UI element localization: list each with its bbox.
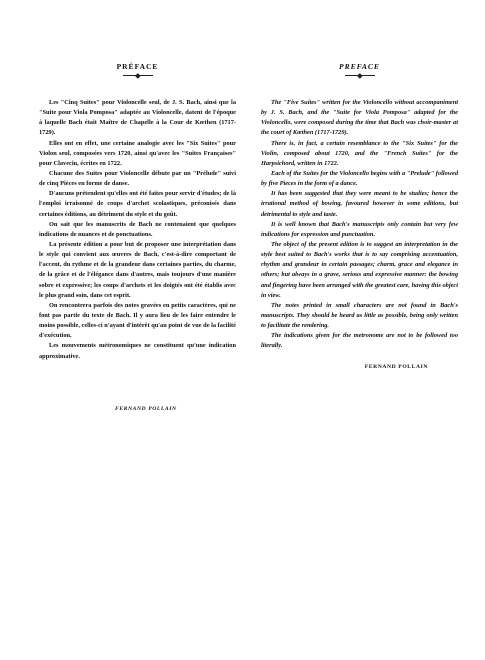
- french-paragraph: D'aucuns prétendent qu'elles ont été faites pour servir d'études; de là l'emploi irraisonné de coups d'archet scolastiques, préconisés dans certaines éditions, au détriment du style et du goût.: [39, 190, 236, 218]
- english-paragraph: It has been suggested that they were meant to be studies; hence the irrational method of bowing, favoured however in some editions, but detrimental to style and taste.: [261, 190, 458, 218]
- french-paragraph: On sait que les manuscrits de Bach ne contenaient que quelques indications de nuances et de ponctuations.: [39, 220, 236, 238]
- french-paragraph: Elles ont en effet, une certaine analogie avec les "Six Suites" pour Violon seul, composées vers 1720, ainsi qu'avec les "Suites Françaises" pour Clavecin, écrites en 1722.: [39, 139, 236, 167]
- french-paragraph: Les mouvements métronomiques ne constituent qu'une indication approximative.: [39, 342, 236, 360]
- english-paragraph: The indications given for the metronome are not to be followed too literally.: [261, 332, 458, 350]
- french-signature: FERNAND POLLAIN: [115, 405, 177, 412]
- english-paragraph: Each of the Suites for the Violoncello begins with a "Prelude" followed by five Pieces in the form of a dance.: [261, 169, 458, 188]
- english-body: [261, 98, 458, 352]
- french-paragraph: Chacune des Suites pour Violoncelle débute par un "Prélude" suivi de cinq Pièces en forme de danse.: [39, 169, 236, 188]
- english-paragraph: The "Five Suites" written for the Violoncello without accompaniment by J. S. Bach, and the "Suite for Viola Pomposa" adapted for the Violoncello, were composed during the time that Bach was choir-master at the court of Kœthen (1717-1729).: [261, 99, 458, 137]
- french-paragraph: La présente édition a pour but de proposer une interprétation dans le style qui convient aux œuvres de Bach, c'est-à-dire comportant de l'accent, du rythme et de la grandeur dans certaines parties, du charme, de la grâce et de l'élégance dans d'autres, mais toujours d'une manière sobre et expressive; les coups d'archets et les doigtés ont été établis avec le plus grand soin, dans cet esprit.: [39, 240, 236, 299]
- heading-ornament: [123, 73, 153, 78]
- french-heading: PRÉFACE: [116, 62, 159, 71]
- english-heading: PREFACE: [339, 62, 380, 71]
- english-signature: FERNAND POLLAIN: [364, 363, 428, 370]
- french-paragraph: On rencontrera parfois des notes gravées en petits caractères, qui ne font pas partie du texte de Bach. Il y aura lieu de les faire entendre le moins possible, celles-ci n'ayant d'intérêt qu'au point de vue de la facilité d'exécution.: [39, 301, 236, 340]
- french-column: [39, 62, 236, 412]
- english-paragraph: The notes printed in small characters are not found in Bach's manuscripts. They should be heard as little as possible, being only written to facilitate the rendering.: [261, 301, 458, 330]
- french-paragraph: Les "Cinq Suites" pour Violoncelle seul, de J. S. Bach, ainsi que la "Suite pour Viola Pomposa" adaptée au Violoncelle, datent de l'époque à laquelle Bach était Maître de Chapelle à la Cour de Kœthen (1717-1729).: [39, 99, 236, 137]
- english-paragraph: The object of the present edition is to suggest an interpretation in the style best suited to Bach's works that is to say comprising accentuation, rhythm and grandeur in certain passages; charm, grace and elegance in others; but always in a grave, serious and expressive manner: the bowing and fingering have been arranged with the greatest care, having this object in view.: [261, 240, 458, 299]
- english-paragraph: There is, in fact, a certain resemblance to the "Six Suites" for the Violin, composed about 1720, and the "French Suites" for the Harpsichord, written in 1722.: [261, 139, 458, 167]
- english-paragraph: It is well known that Bach's manuscripts only contain but very few indications for expression and punctuation.: [261, 220, 458, 238]
- french-body: [39, 98, 236, 362]
- heading-ornament: [345, 73, 375, 78]
- english-column: [261, 62, 458, 370]
